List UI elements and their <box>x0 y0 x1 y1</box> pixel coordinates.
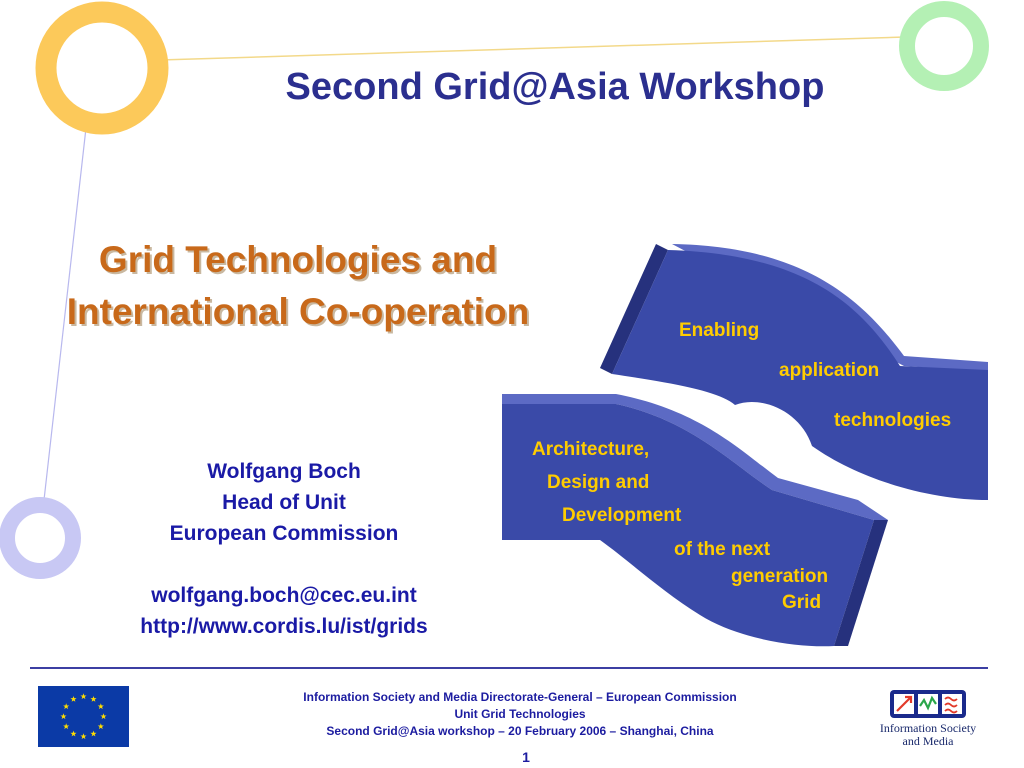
page-number: 1 <box>522 749 530 765</box>
footer-divider <box>30 667 988 669</box>
presenter-name: Wolfgang Boch <box>207 460 361 483</box>
logo-label-line-2: and Media <box>902 734 954 748</box>
lower-arrow-label-1: Architecture, <box>532 439 650 460</box>
lower-arrow-label-3: Development <box>562 505 682 526</box>
presenter-organisation: European Commission <box>169 522 399 545</box>
footer-line-1: Information Society and Media Directorate-General – European Commission <box>303 690 737 704</box>
presenter-spacer <box>104 549 464 580</box>
slide-subtitle <box>20 234 576 338</box>
upper-arrow-label-3: technologies <box>834 410 952 431</box>
presenter-email-link[interactable]: wolfgang.boch@cec.eu.int <box>151 584 417 607</box>
eu-flag-icon <box>38 686 129 747</box>
slide-title: Second Grid@Asia Workshop <box>285 66 825 108</box>
footer-text <box>220 689 820 740</box>
presenter-info <box>104 456 464 642</box>
upper-arrow-label-2: application <box>779 360 880 381</box>
subtitle-line-1: Grid Technologies and <box>98 239 498 280</box>
presenter-role: Head of Unit <box>222 491 346 514</box>
lower-arrow-label-5: generation <box>731 566 829 587</box>
footer-line-3: Second Grid@Asia workshop – 20 February 2006 – Shanghai, China <box>326 724 714 738</box>
information-society-logo-label <box>868 722 988 748</box>
upper-arrow-label-1: Enabling <box>679 320 760 341</box>
lower-arrow-label-4: of the next <box>674 539 771 560</box>
presenter-url-link[interactable]: http://www.cordis.lu/ist/grids <box>140 615 428 638</box>
logo-label-line-1: Information Society <box>879 721 977 735</box>
lower-arrow-label-2: Design and <box>547 472 650 493</box>
subtitle-line-2: International Co-operation <box>66 291 530 332</box>
footer-line-2: Unit Grid Technologies <box>454 707 586 721</box>
lower-arrow-label-6: Grid <box>782 592 822 613</box>
